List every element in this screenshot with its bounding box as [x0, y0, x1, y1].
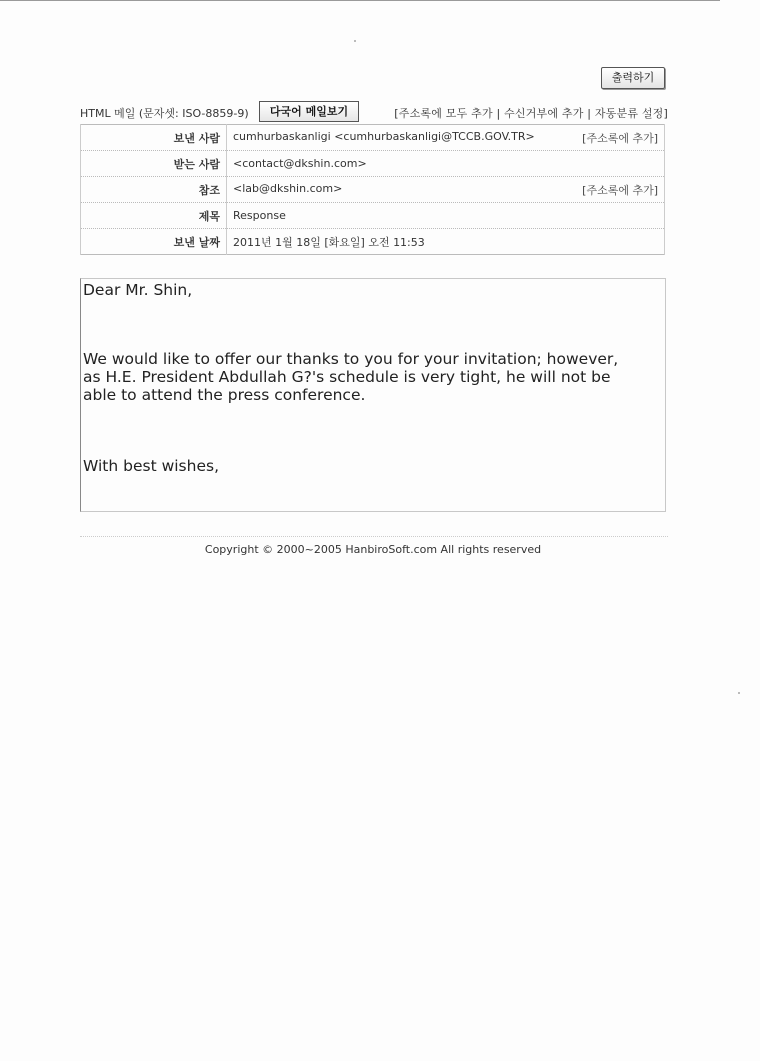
- greeting: Dear Mr. Shin,: [83, 281, 193, 299]
- table-row: [81, 177, 665, 203]
- date-value: 2011년 1월 18일 [화요일] 오전 11:53: [227, 229, 665, 255]
- table-row: [81, 125, 665, 151]
- body-line-3: able to attend the press conference.: [83, 386, 366, 404]
- add-to-addressbook-link[interactable]: [주소록에 추가]: [582, 131, 658, 145]
- from-value: [227, 125, 665, 151]
- copyright-text: Copyright © 2000~2005 HanbiroSoft.com All rights reserved: [204, 543, 542, 556]
- footer-divider: [80, 536, 668, 538]
- from-address: cumhurbaskanligi <cumhurbaskanligi@TCCB.GOV.TR>: [233, 129, 535, 143]
- date-label: 보낸 날짜: [81, 229, 227, 255]
- from-label: 보낸 사람: [81, 125, 227, 151]
- table-row: [81, 229, 665, 255]
- body-line-2: as H.E. President Abdullah G?'s schedule is very tight, he will not be: [83, 368, 611, 386]
- cc-address: <lab@dkshin.com>: [233, 181, 343, 195]
- subject-label: 제목: [81, 203, 227, 229]
- cc-label: 참조: [81, 177, 227, 203]
- multilang-view-button[interactable]: 다국어 메일보기: [259, 101, 359, 122]
- address-book-links[interactable]: [주소록에 모두 추가 | 수신거부에 추가 | 자동분류 설정]: [394, 107, 668, 120]
- mail-info-bar: [80, 101, 670, 123]
- table-row: [81, 151, 665, 177]
- charset-label: HTML 메일 (문자셋: ISO-8859-9): [80, 107, 249, 120]
- closing: With best wishes,: [83, 457, 219, 475]
- to-label: 받는 사람: [81, 151, 227, 177]
- cc-value: [227, 177, 665, 203]
- add-to-addressbook-link[interactable]: [주소록에 추가]: [582, 183, 658, 197]
- to-value: [227, 151, 665, 177]
- body-line-1: We would like to offer our thanks to you for your invitation; however,: [83, 350, 619, 368]
- page-top-edge: [0, 0, 720, 1]
- scan-speck: [738, 692, 740, 694]
- print-button[interactable]: 출력하기: [601, 67, 665, 89]
- subject-value: Response: [227, 203, 665, 229]
- mail-header-table: [80, 124, 665, 255]
- mail-body: [80, 278, 666, 512]
- table-row: [81, 203, 665, 229]
- scan-speck: [354, 40, 356, 42]
- to-address: <contact@dkshin.com>: [233, 157, 367, 170]
